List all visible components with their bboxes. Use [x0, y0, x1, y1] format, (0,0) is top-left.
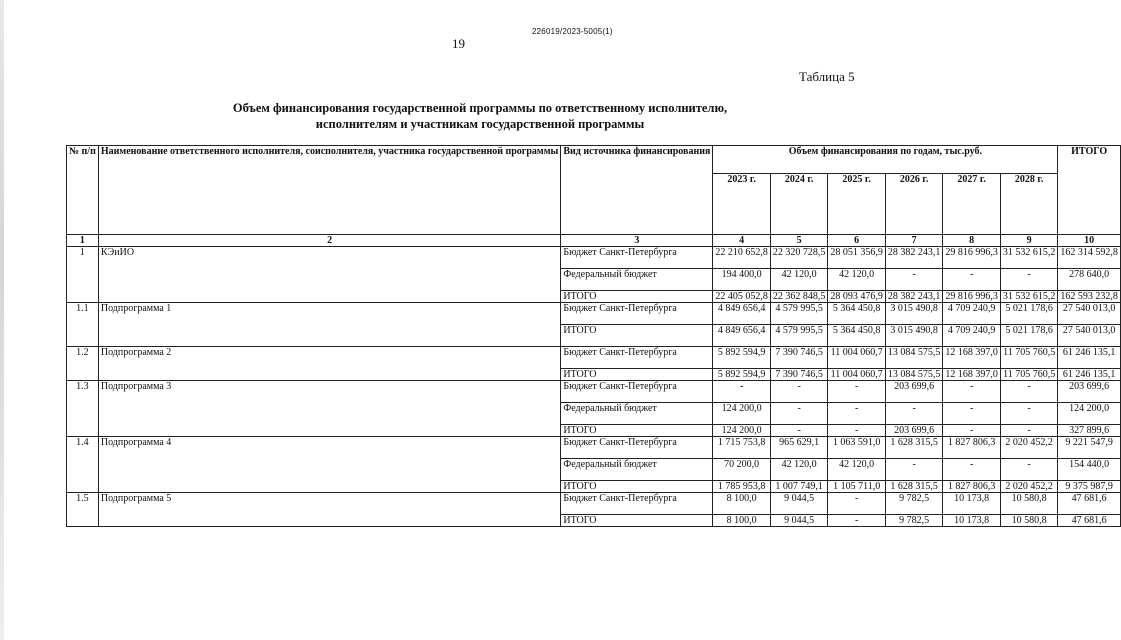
row-total-value: 203 699,6: [1058, 381, 1121, 403]
row-total-value: 47 681,6: [1058, 493, 1121, 515]
year-value: 28 382 243,1: [885, 247, 943, 269]
funding-source: ИТОГО: [561, 325, 713, 347]
year-value: 42 120,0: [770, 269, 828, 291]
header-year: 2028 г.: [1000, 174, 1058, 235]
year-value: -: [713, 381, 771, 403]
year-value: 1 785 953,8: [713, 481, 771, 493]
year-value: 8 100,0: [713, 515, 771, 527]
year-value: 12 168 397,0: [943, 347, 1001, 369]
table-row: [67, 347, 1121, 369]
row-total-value: 9 221 547,9: [1058, 437, 1121, 459]
year-value: -: [828, 381, 886, 403]
year-value: 7 390 746,5: [770, 369, 828, 381]
column-number: 10: [1058, 235, 1121, 247]
year-value: 124 200,0: [713, 403, 771, 425]
year-value: 42 120,0: [770, 459, 828, 481]
table-row: [67, 493, 1121, 515]
year-value: 28 093 476,9: [828, 291, 886, 303]
scan-edge: [0, 0, 4, 640]
year-value: 70 200,0: [713, 459, 771, 481]
year-value: 10 173,8: [943, 493, 1001, 515]
year-value: 1 105 711,0: [828, 481, 886, 493]
year-value: 11 004 060,7: [828, 369, 886, 381]
year-value: -: [1000, 459, 1058, 481]
table-row: [67, 247, 1121, 269]
year-value: 203 699,6: [885, 381, 943, 403]
year-value: 11 004 060,7: [828, 347, 886, 369]
year-value: 10 580,8: [1000, 515, 1058, 527]
row-total-value: 27 540 013,0: [1058, 303, 1121, 325]
year-value: -: [1000, 269, 1058, 291]
year-value: -: [943, 381, 1001, 403]
year-value: -: [828, 493, 886, 515]
row-total-value: 327 899,6: [1058, 425, 1121, 437]
year-value: 5 892 594,9: [713, 369, 771, 381]
column-number: 5: [770, 235, 828, 247]
column-number: 8: [943, 235, 1001, 247]
header-total: ИТОГО: [1058, 146, 1121, 235]
year-value: -: [828, 425, 886, 437]
table-row: [67, 303, 1121, 325]
year-value: 11 705 760,5: [1000, 347, 1058, 369]
funding-source: ИТОГО: [561, 291, 713, 303]
year-value: -: [885, 403, 943, 425]
row-total-value: 61 246 135,1: [1058, 347, 1121, 369]
row-number: 1: [67, 247, 99, 303]
header-name: Наименование ответственного исполнителя, соисполнителя, участника государственной программы: [98, 146, 560, 235]
year-value: 2 020 452,2: [1000, 481, 1058, 493]
year-value: 203 699,6: [885, 425, 943, 437]
year-value: 8 100,0: [713, 493, 771, 515]
year-value: 31 532 615,2: [1000, 291, 1058, 303]
table-row: [67, 381, 1121, 403]
year-value: 22 320 728,5: [770, 247, 828, 269]
year-value: 4 709 240,9: [943, 325, 1001, 347]
year-value: 194 400,0: [713, 269, 771, 291]
column-number: 9: [1000, 235, 1058, 247]
year-value: -: [943, 459, 1001, 481]
header-year: 2023 г.: [713, 174, 771, 235]
year-value: 13 084 575,5: [885, 347, 943, 369]
row-number: 1.3: [67, 381, 99, 437]
column-number: 7: [885, 235, 943, 247]
year-value: 4 849 656,4: [713, 325, 771, 347]
year-value: 5 364 450,8: [828, 303, 886, 325]
year-value: 1 628 315,5: [885, 437, 943, 459]
year-value: 13 084 575,5: [885, 369, 943, 381]
year-value: -: [885, 459, 943, 481]
title-line-2: исполнителям и участникам государственной программы: [315, 117, 645, 131]
row-total-value: 47 681,6: [1058, 515, 1121, 527]
funding-source: Бюджет Санкт-Петербурга: [561, 493, 713, 515]
year-value: -: [1000, 403, 1058, 425]
year-value: 29 816 996,3: [943, 247, 1001, 269]
column-number: 4: [713, 235, 771, 247]
row-total-value: 124 200,0: [1058, 403, 1121, 425]
year-value: 10 173,8: [943, 515, 1001, 527]
year-value: 2 020 452,2: [1000, 437, 1058, 459]
column-number: 1: [67, 235, 99, 247]
row-total-value: 162 593 232,8: [1058, 291, 1121, 303]
funding-source: Бюджет Санкт-Петербурга: [561, 247, 713, 269]
funding-source: Федеральный бюджет: [561, 269, 713, 291]
year-value: 1 007 749,1: [770, 481, 828, 493]
column-number: 6: [828, 235, 886, 247]
year-value: 5 021 178,6: [1000, 303, 1058, 325]
funding-source: ИТОГО: [561, 425, 713, 437]
funding-source: ИТОГО: [561, 369, 713, 381]
row-total-value: 61 246 135,1: [1058, 369, 1121, 381]
year-value: -: [885, 269, 943, 291]
row-number: 1.5: [67, 493, 99, 527]
header-year: 2025 г.: [828, 174, 886, 235]
table-row: [67, 437, 1121, 459]
funding-source: Бюджет Санкт-Петербурга: [561, 347, 713, 369]
row-total-value: 278 640,0: [1058, 269, 1121, 291]
page-number: 19: [452, 36, 465, 51]
year-value: 12 168 397,0: [943, 369, 1001, 381]
year-value: 5 892 594,9: [713, 347, 771, 369]
title-line-1: Объем финансирования государственной программы по ответственному исполнителю,: [232, 101, 728, 115]
year-value: 1 628 315,5: [885, 481, 943, 493]
year-value: 22 210 652,8: [713, 247, 771, 269]
year-value: 965 629,1: [770, 437, 828, 459]
year-value: 29 816 996,3: [943, 291, 1001, 303]
year-value: 1 827 806,3: [943, 481, 1001, 493]
column-number: 3: [561, 235, 713, 247]
header-year: 2027 г.: [943, 174, 1001, 235]
year-value: 22 405 052,8: [713, 291, 771, 303]
year-value: 9 044,5: [770, 515, 828, 527]
executor-name: Подпрограмма 4: [98, 437, 560, 493]
row-total-value: 27 540 013,0: [1058, 325, 1121, 347]
year-value: 1 063 591,0: [828, 437, 886, 459]
funding-source: Федеральный бюджет: [561, 459, 713, 481]
year-value: 124 200,0: [713, 425, 771, 437]
financing-table: [66, 145, 1121, 527]
year-value: 4 849 656,4: [713, 303, 771, 325]
year-value: 3 015 490,8: [885, 303, 943, 325]
year-value: 4 579 995,5: [770, 303, 828, 325]
year-value: -: [828, 403, 886, 425]
year-value: 28 051 356,9: [828, 247, 886, 269]
executor-name: Подпрограмма 2: [98, 347, 560, 381]
row-total-value: 162 314 592,8: [1058, 247, 1121, 269]
header-year: 2026 г.: [885, 174, 943, 235]
year-value: -: [828, 515, 886, 527]
funding-source: Федеральный бюджет: [561, 403, 713, 425]
year-value: 9 782,5: [885, 515, 943, 527]
executor-name: Подпрограмма 3: [98, 381, 560, 437]
year-value: -: [1000, 425, 1058, 437]
year-value: 5 021 178,6: [1000, 325, 1058, 347]
document-code: 226019/2023-5005(1): [532, 27, 613, 36]
row-total-value: 9 375 987,9: [1058, 481, 1121, 493]
year-value: 28 382 243,1: [885, 291, 943, 303]
year-value: 4 579 995,5: [770, 325, 828, 347]
year-value: 1 827 806,3: [943, 437, 1001, 459]
executor-name: Подпрограмма 5: [98, 493, 560, 527]
year-value: 1 715 753,8: [713, 437, 771, 459]
year-value: -: [770, 425, 828, 437]
funding-source: Бюджет Санкт-Петербурга: [561, 303, 713, 325]
funding-source: ИТОГО: [561, 481, 713, 493]
row-total-value: 154 440,0: [1058, 459, 1121, 481]
row-number: 1.1: [67, 303, 99, 347]
year-value: 4 709 240,9: [943, 303, 1001, 325]
header-years-group: Объем финансирования по годам, тыс.руб.: [713, 146, 1058, 174]
table-label: Таблица 5: [799, 69, 855, 84]
year-value: 42 120,0: [828, 459, 886, 481]
year-value: 11 705 760,5: [1000, 369, 1058, 381]
executor-name: Подпрограмма 1: [98, 303, 560, 347]
year-value: -: [943, 425, 1001, 437]
row-number: 1.2: [67, 347, 99, 381]
table-title: [180, 100, 780, 132]
header-year: 2024 г.: [770, 174, 828, 235]
year-value: 9 044,5: [770, 493, 828, 515]
year-value: 7 390 746,5: [770, 347, 828, 369]
year-value: 22 362 848,5: [770, 291, 828, 303]
year-value: 42 120,0: [828, 269, 886, 291]
funding-source: ИТОГО: [561, 515, 713, 527]
year-value: 5 364 450,8: [828, 325, 886, 347]
column-number: 2: [98, 235, 560, 247]
year-value: 9 782,5: [885, 493, 943, 515]
year-value: -: [770, 403, 828, 425]
year-value: -: [1000, 381, 1058, 403]
year-value: -: [943, 269, 1001, 291]
row-number: 1.4: [67, 437, 99, 493]
header-num: № п/п: [67, 146, 99, 235]
year-value: 3 015 490,8: [885, 325, 943, 347]
year-value: -: [943, 403, 1001, 425]
year-value: 10 580,8: [1000, 493, 1058, 515]
header-source: Вид источника финансирования: [561, 146, 713, 235]
year-value: -: [770, 381, 828, 403]
funding-source: Бюджет Санкт-Петербурга: [561, 437, 713, 459]
year-value: 31 532 615,2: [1000, 247, 1058, 269]
executor-name: КЭиИО: [98, 247, 560, 303]
funding-source: Бюджет Санкт-Петербурга: [561, 381, 713, 403]
